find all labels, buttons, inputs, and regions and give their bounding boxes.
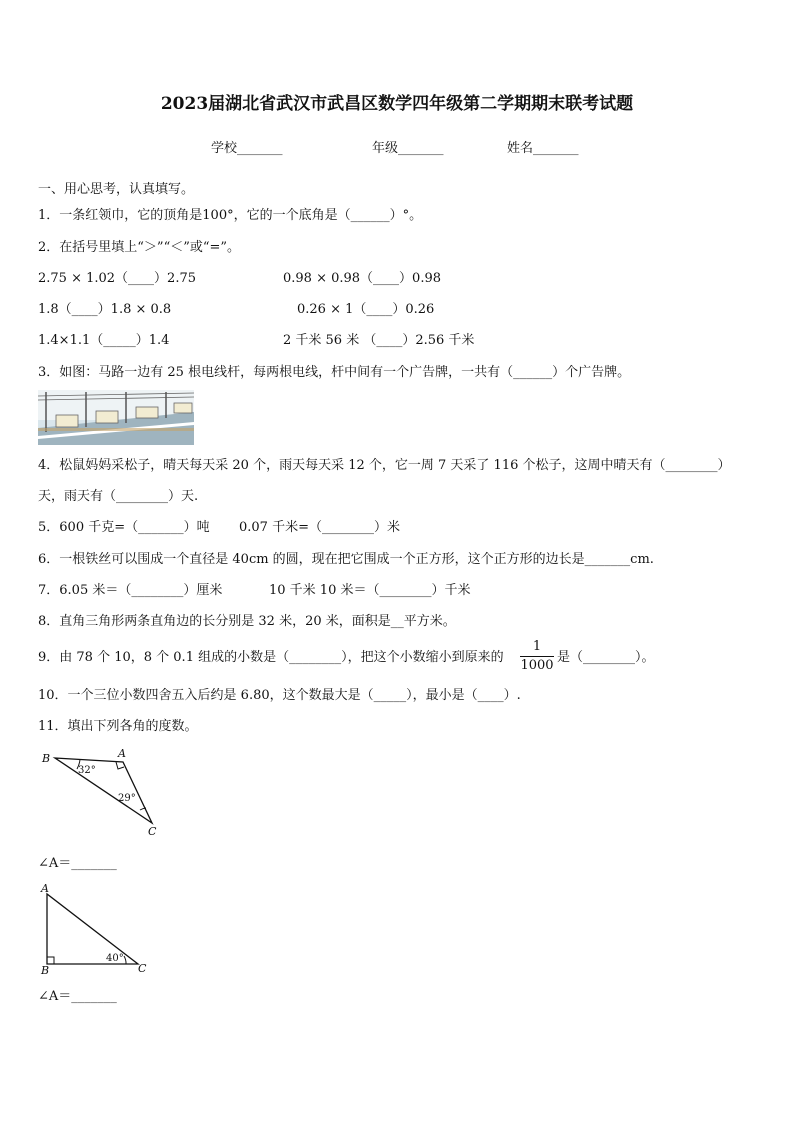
- question-2-item: 1.4×1.1（_____）1.4: [38, 333, 170, 348]
- question-2-item: 0.98 × 0.98（____）0.98: [283, 271, 441, 286]
- grade-field: 年级_______: [372, 141, 444, 156]
- answer-1: ∠A＝_______: [38, 856, 117, 871]
- triangle-1-figure: [38, 745, 168, 840]
- question-4-line-1: 4．松鼠妈妈采松子，晴天每天采 20 个，雨天每天采 12 个，它一周 7 天采了 116 个松子，这周中晴天有（________）: [38, 458, 731, 473]
- question-3: 3．如图：马路一边有 25 根电线杆，每两根电线，杆中间有一个广告牌，一共有（______）个广告牌。: [38, 365, 631, 380]
- question-8: 8．直角三角形两条直角边的长分别是 32 米，20 米，面积是__平方米。: [38, 614, 456, 629]
- question-9a: 9．由 78 个 10，8 个 0.1 组成的小数是（________），把这个小数缩小到原来的: [38, 650, 504, 665]
- vertex-label-c: C: [138, 962, 147, 975]
- name-field: 姓名_______: [507, 141, 579, 156]
- fraction-numerator: 1: [532, 639, 542, 654]
- question-5b: 0.07 千米=（________）米: [239, 520, 400, 535]
- vertex-label-c: C: [148, 825, 157, 838]
- question-5a: 5．600 千克=（_______）吨: [38, 520, 210, 535]
- school-field: 学校_______: [211, 141, 283, 156]
- fraction-denominator: 1000: [520, 658, 554, 673]
- page-title: 2023届湖北省武汉市武昌区数学四年级第二学期期末联考试题: [160, 94, 634, 114]
- question-1: 1．一条红领巾，它的顶角是100°，它的一个底角是（______）°。: [38, 208, 423, 223]
- question-7a: 7．6.05 米＝（________）厘米: [38, 583, 223, 598]
- triangle-2-figure: [38, 880, 153, 975]
- question-2-item: 0.26 × 1（____）0.26: [297, 302, 435, 317]
- question-2-item: 2.75 × 1.02（____）2.75: [38, 271, 196, 286]
- vertex-label-a: A: [118, 747, 126, 760]
- question-2-stem: 2．在括号里填上“＞”“＜”或“=”。: [38, 240, 241, 255]
- angle-label-c: 40°: [106, 953, 124, 964]
- question-10: 10．一个三位小数四舍五入后约是 6.80，这个数最大是（_____），最小是（____）.: [38, 688, 521, 703]
- question-2-item: 2 千米 56 米 （____）2.56 千米: [283, 333, 475, 348]
- fraction: [520, 639, 554, 674]
- question-2-item: 1.8（____）1.8 × 0.8: [38, 302, 172, 317]
- angle-label-b: 32°: [78, 765, 96, 776]
- fraction-bar: [520, 656, 554, 657]
- question-4-line-2: 天，雨天有（________）天.: [38, 489, 199, 504]
- vertex-label-b: B: [41, 964, 50, 975]
- vertex-label-b: B: [42, 752, 51, 765]
- question-11: 11．填出下列各角的度数。: [38, 719, 198, 734]
- answer-2: ∠A＝_______: [38, 989, 117, 1004]
- question-6: 6．一根铁丝可以围成一个直径是 40cm 的圆，现在把它围成一个正方形，这个正方形的边长是_______cm.: [38, 552, 654, 567]
- section-heading: 一、用心思考，认真填写。: [38, 182, 195, 197]
- question-9b: 是（________）。: [557, 650, 655, 665]
- road-billboard-illustration: [38, 390, 194, 445]
- angle-label-c: 29°: [118, 793, 136, 804]
- vertex-label-a: A: [41, 882, 49, 895]
- question-7b: 10 千米 10 米＝（________）千米: [269, 583, 471, 598]
